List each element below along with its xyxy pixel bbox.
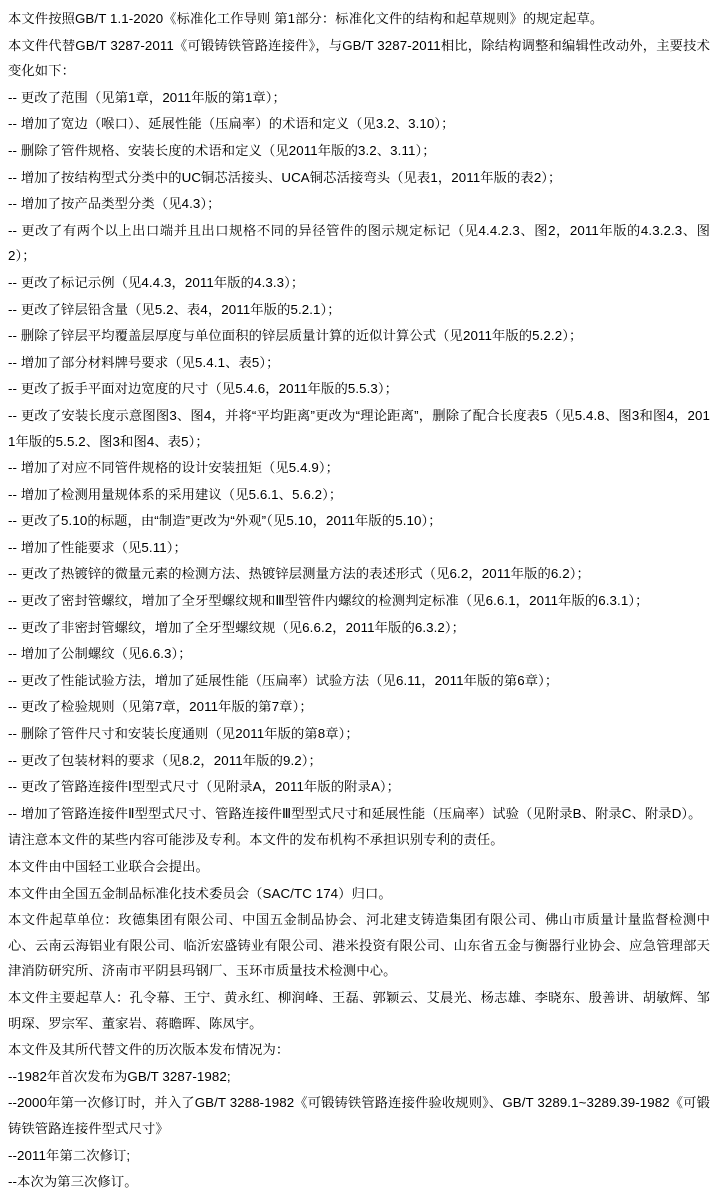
paragraph: -- 增加了部分材料牌号要求（见5.4.1、表5）； [8, 354, 280, 370]
paragraph: -- 更改了密封管螺纹，增加了全牙型螺纹规和Ⅲ型管件内螺纹的检测判定标准（见6.6.1，2011年版的6.3.1）； [8, 593, 649, 609]
paragraph: 本文件起草单位：玫德集团有限公司、中国五金制品协会、河北建支铸造集团有限公司、佛山市质量计量监督检测中心、云南云海铝业有限公司、临沂宏盛铸业有限公司、港米投资有限公司、山东省五金与衡器行业协会、应急管理部天津消防研究所、济南市平阴县玛钢厂、玉环市质量技术检测中心。 [8, 912, 710, 979]
paragraph: -- 删除了管件尺寸和安装长度通则（见2011年版的第8章）； [8, 726, 359, 742]
paragraph: -- 更改了锌层铅含量（见5.2、表4，2011年版的5.2.1）； [8, 301, 341, 317]
paragraph: -- 更改了有两个以上出口端并且出口规格不同的异径管件的图示规定标记（见4.4.2.3、图2，2011年版的4.3.2.3、图2）； [8, 222, 710, 264]
paragraph: -- 增加了按结构型式分类中的UC铜芯活接头、UCA铜芯活接弯头（见表1，2011年版的表2）； [8, 169, 562, 185]
paragraph: -- 删除了管件规格、安装长度的术语和定义（见2011年版的3.2、3.11）； [8, 142, 436, 158]
paragraph: 本文件由中国轻工业联合会提出。 [8, 859, 209, 874]
paragraph: -- 增加了按产品类型分类（见4.3）； [8, 196, 221, 212]
paragraph: -- 更改了包装材料的要求（见8.2，2011年版的9.2）； [8, 752, 322, 768]
paragraph: -- 增加了性能要求（见5.11）； [8, 539, 187, 555]
paragraph: --2000年第一次修订时，并入了GB/T 3288-1982《可锻铸铁管路连接件验收规则》、GB/T 3289.1~3289.39-1982《可锻铸铁管路连接件型式尺寸》 [8, 1095, 710, 1136]
paragraph: --本次为第三次修订。 [8, 1174, 138, 1190]
paragraph: 本文件代替GB/T 3287-2011《可锻铸铁管路连接件》，与GB/T 3287-2011相比，除结构调整和编辑性改动外，主要技术变化如下： [8, 37, 710, 79]
paragraph: --2011年第二次修订; [8, 1147, 131, 1163]
paragraph: -- 更改了5.10的标题，由“制造”更改为“外观”（见5.10，2011年版的5.10）； [8, 513, 442, 529]
paragraph: -- 更改了非密封管螺纹，增加了全牙型螺纹规（见6.6.2，2011年版的6.3.2）； [8, 619, 466, 635]
paragraph: -- 增加了检测用量规体系的采用建议（见5.6.1、5.6.2）； [8, 486, 343, 502]
paragraph: -- 更改了标记示例（见4.4.3，2011年版的4.3.3）； [8, 274, 305, 290]
paragraph: -- 增加了公制螺纹（见6.6.3）； [8, 646, 192, 662]
paragraph: -- 更改了管路连接件Ⅰ型型式尺寸（见附录A，2011年版的附录A）； [8, 779, 401, 795]
paragraph: 本文件主要起草人：孔令幕、王宁、黄永红、柳润峰、王磊、郭颖云、艾晨光、杨志雄、李晓东、殷善讲、胡敏辉、邹明琛、罗宗军、董家岩、蒋瞻晖、陈凤宇。 [8, 989, 710, 1031]
paragraph: -- 更改了范围（见第1章，2011年版的第1章）； [8, 89, 286, 105]
paragraph: 本文件及其所代替文件的历次版本发布情况为： [8, 1042, 290, 1058]
paragraph: -- 增加了对应不同管件规格的设计安装扭矩（见5.4.9）； [8, 460, 340, 476]
paragraph: 本文件按照GB/T 1.1-2020《标准化工作导则 第1部分：标准化文件的结构和起草规则》的规定起草。 [8, 11, 604, 26]
paragraph: --1982年首次发布为GB/T 3287-1982; [8, 1068, 231, 1084]
paragraph: -- 更改了性能试验方法，增加了延展性能（压扁率）试验方法（见6.11，2011年版的第6章）； [8, 672, 559, 688]
paragraph: -- 更改了扳手平面对边宽度的尺寸（见5.4.6，2011年版的5.5.3）； [8, 381, 399, 397]
paragraph: -- 增加了宽边（喉口）、延展性能（压扁率）的术语和定义（见3.2、3.10）； [8, 116, 455, 132]
paragraph: -- 增加了管路连接件Ⅱ型型式尺寸、管路连接件Ⅲ型型式尺寸和延展性能（压扁率）试验（见附录B、附录C、附录D）。 [8, 805, 702, 821]
paragraph: -- 更改了安装长度示意图图3、图4，并将“平均距离”更改为“理论距离”，删除了配合长度表5（见5.4.8、图3和图4，2011年版的5.5.2、图3和图4、表5）； [8, 407, 710, 449]
paragraph: -- 更改了热镀锌的微量元素的检测方法、热镀锌层测量方法的表述形式（见6.2，2011年版的6.2）； [8, 566, 590, 582]
paragraph: 本文件由全国五金制品标准化技术委员会（SAC/TC 174）归口。 [8, 885, 392, 901]
paragraph: -- 删除了锌层平均覆盖层厚度与单位面积的锌层质量计算的近似计算公式（见2011年版的5.2.2）； [8, 328, 583, 344]
paragraph: -- 更改了检验规则（见第7章，2011年版的第7章）； [8, 699, 313, 715]
paragraph: 请注意本文件的某些内容可能涉及专利。本文件的发布机构不承担识别专利的责任。 [8, 832, 504, 848]
